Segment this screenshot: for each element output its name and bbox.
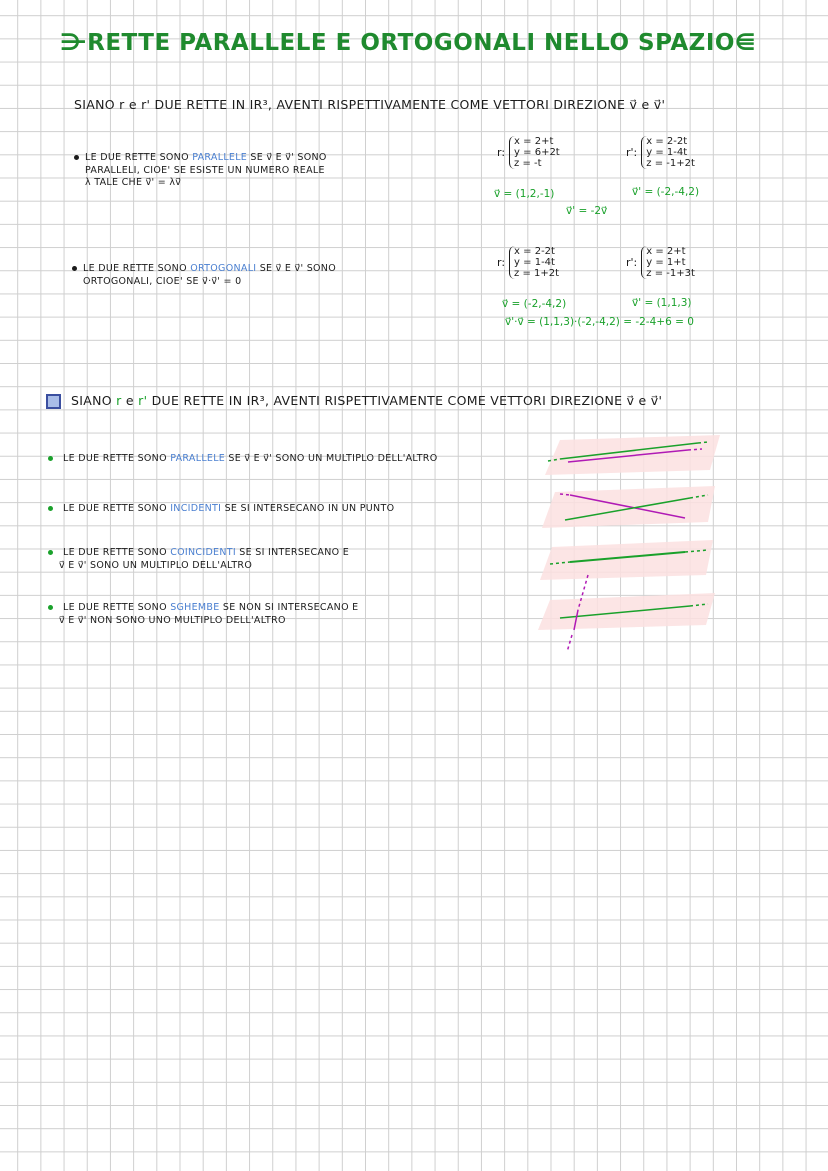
example1-v: v⃗ = (1,2,-1) xyxy=(494,188,555,200)
parallel-definition: LE DUE RETTE SONO PARALLELE SE v⃗ E v⃗' SONO PARALLELI, CIOE' SE ESISTE UN NUMERO REALE λ TALE CHE v⃗' = λv⃗ xyxy=(74,152,327,190)
bullet-icon xyxy=(48,456,53,461)
case-sghembe: LE DUE RETTE SONO SGHEMBE SE NON SI INTERSECANO E v⃗ E v⃗' NON SONO UNO MULTIPLO DELL'ALTRO xyxy=(48,602,358,627)
example2-v: v⃗ = (-2,-4,2) xyxy=(502,298,567,310)
line-sketches xyxy=(530,430,730,660)
checkbox-square-icon xyxy=(46,394,61,409)
case-coincidenti: LE DUE RETTE SONO COINCIDENTI SE SI INTERSECANO E v⃗ E v⃗' SONO UN MULTIPLO DELL'ALTRO xyxy=(48,547,349,572)
bullet-icon xyxy=(48,550,53,555)
example1-r-system: r: x = 2+t y = 6+2t z = -t xyxy=(497,136,560,169)
plane-coincidenti xyxy=(540,540,713,580)
page-title: ⋺RETTE PARALLELE E ORTOGONALI NELLO SPAZIO⋹ xyxy=(60,30,757,56)
example1-vp: v⃗' = (-2,-4,2) xyxy=(632,186,700,198)
bullet-icon xyxy=(48,506,53,511)
bullet-icon xyxy=(72,266,77,271)
orthogonal-definition: LE DUE RETTE SONO ORTOGONALI SE v⃗ E v⃗' SONO ORTOGONALI, CIOE' SE v⃗·v⃗' = 0 xyxy=(72,263,336,288)
example2-dot-product: v⃗'·v⃗ = (1,1,3)·(-2,-4,2) = -2-4+6 = 0 xyxy=(505,316,694,328)
case-parallele: LE DUE RETTE SONO PARALLELE SE v⃗ E v⃗' SONO UN MULTIPLO DELL'ALTRO xyxy=(48,453,438,466)
keyword-parallele: PARALLELE xyxy=(192,152,248,163)
bullet-icon xyxy=(48,605,53,610)
intro-second: SIANO r e r' DUE RETTE IN IR³, AVENTI RISPETTIVAMENTE COME VETTORI DIREZIONE v⃗ e v⃗' xyxy=(46,393,662,409)
intro-first: SIANO r e r' DUE RETTE IN IR³, AVENTI RISPETTIVAMENTE COME VETTORI DIREZIONE v⃗ e v⃗' xyxy=(74,97,666,112)
example2-rp-system: r': x = 2+t y = 1+t z = -1+3t xyxy=(626,246,695,279)
case-incidenti: LE DUE RETTE SONO INCIDENTI SE SI INTERSECANO IN UN PUNTO xyxy=(48,503,394,516)
example2-r-system: r: x = 2-2t y = 1-4t z = 1+2t xyxy=(497,246,560,279)
example2-vp: v⃗' = (1,1,3) xyxy=(632,297,692,309)
example1-rp-system: r': x = 2-2t y = 1-4t z = -1+2t xyxy=(626,136,695,169)
example1-relation: v⃗' = -2v⃗ xyxy=(566,205,608,217)
keyword-ortogonali: ORTOGONALI xyxy=(190,263,257,274)
bullet-icon xyxy=(74,155,79,160)
